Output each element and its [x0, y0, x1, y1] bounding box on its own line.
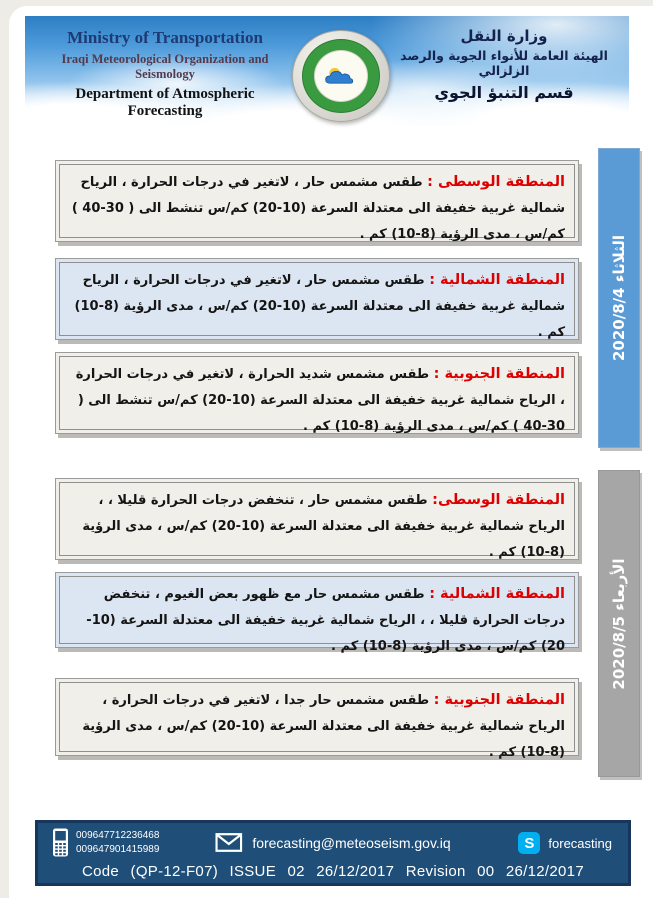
region-title: المنطقة الوسطى:: [432, 492, 565, 508]
forecast-box-central-tuesday: [55, 160, 579, 242]
skype-handle: forecasting: [548, 835, 612, 851]
footer-bar: [35, 820, 631, 886]
forecast-text: [69, 168, 565, 247]
department-title-en: Department of Atmospheric Forecasting: [75, 86, 255, 119]
forecast-box-southern-wednesday: [55, 678, 579, 760]
date-tab-wednesday: [598, 470, 640, 777]
forecast-body: طقس مشمس حار ، لاتغير في درجات الحرارة ، الرياح شمالية غربية خفيفة الى معتدلة السرعة (10-20) كم/س ، مدى الرؤية (8-10) كم .: [74, 273, 565, 340]
header-arabic-block: [389, 27, 619, 102]
seal-inner-disc: [314, 50, 368, 102]
email-address: forecasting@meteoseism.gov.iq: [252, 834, 451, 851]
forecast-body: طقس مشمس حار ، تنخفض درجات الحرارة قليلا ، ، الرياح شمالية غربية خفيفة الى معتدلة السرعة (10-20) كم/س ، مدى الرؤية (8-10) كم .: [82, 493, 565, 560]
organization-title-ar: الهيئة العامة للأنواء الجوية والرصد الزلزالي: [400, 48, 608, 78]
forecast-box-southern-tuesday: [55, 352, 579, 434]
mobile-phone-icon: [52, 828, 69, 857]
forecast-box-central-wednesday: [55, 478, 579, 560]
ministry-title-en: Ministry of Transportation: [67, 28, 263, 47]
ministry-title-ar: وزارة النقل: [460, 27, 548, 45]
forecast-box-northern-wednesday: [55, 572, 579, 654]
page-edge-left: [0, 0, 9, 898]
seal-green-ring: [302, 39, 380, 113]
organization-title-en: Iraqi Meteorological Organization and Seismology: [61, 52, 269, 81]
footer-contacts-row: [38, 828, 628, 860]
region-title: المنطقة الشمالية :: [429, 586, 565, 602]
forecast-text: [69, 486, 565, 565]
date-tab-label: الأربعاء 2020/8/5: [610, 557, 628, 690]
envelope-icon: [215, 833, 242, 852]
department-title-ar: قسم التنبؤ الجوي: [434, 83, 574, 102]
forecast-body: طقس مشمس حار جدا ، لاتغير في درجات الحرارة ، الرياح شمالية غربية خفيفة الى معتدلة السرعة (10-20) كم/س ، مدى الرؤية (8-10) كم .: [82, 693, 565, 760]
forecast-body: طقس مشمس حار مع ظهور بعض الغيوم ، تنخفض درجات الحرارة قليلا ، ، الرياح شمالية غربية خفيفة الى معتدلة السرعة (10-20) كم/س ، مدى الرؤية (8-10) كم .: [86, 587, 565, 654]
forecast-body: طقس مشمس شديد الحرارة ، لاتغير في درجات الحرارة ، الرياح شمالية غربية خفيفة الى معتدلة السرعة (10-20) كم/س تنشط الى ( 30-40 ) كم/س ، مدى الرؤية (8-10) كم .: [75, 367, 565, 434]
forecast-body: طقس مشمس حار ، لاتغير في درجات الحرارة ، الرياح شمالية غربية خفيفة الى معتدلة السرعة (10-20) كم/س تنشط الى ( 30-40 ) كم/س ، مدى الرؤية (8-10) كم .: [71, 175, 565, 242]
forecast-text: [69, 686, 565, 765]
region-title: المنطقة الشمالية :: [429, 272, 565, 288]
organization-seal-logo: [292, 30, 390, 122]
header-english-block: [39, 28, 291, 120]
forecast-text: [69, 360, 565, 439]
date-tab-tuesday: [598, 148, 640, 448]
forecast-text: [69, 266, 565, 345]
skype-icon: S: [518, 832, 540, 854]
phone-contact: [52, 828, 159, 857]
page-edge-top: [0, 0, 653, 6]
region-title: المنطقة الوسطى :: [427, 174, 565, 190]
document-code-line: Code (QP-12-F07) ISSUE 02 26/12/2017 Revision 00 26/12/2017: [82, 863, 584, 880]
phone-number-1: 009647712236468: [76, 829, 160, 841]
forecast-box-northern-tuesday: [55, 258, 579, 340]
email-contact: [215, 833, 450, 852]
region-title: المنطقة الجنوبية :: [433, 366, 565, 382]
phone-number-2: 009647901415989: [76, 843, 160, 855]
date-tab-label: الثلاثاء 2020/8/4: [610, 234, 628, 362]
forecast-text: [69, 580, 565, 659]
skype-contact: [518, 832, 612, 854]
region-title: المنطقة الجنوبية :: [433, 692, 565, 708]
sun-cloud-icon: [323, 65, 359, 87]
phone-numbers: [76, 829, 159, 857]
header-banner: [25, 16, 629, 126]
